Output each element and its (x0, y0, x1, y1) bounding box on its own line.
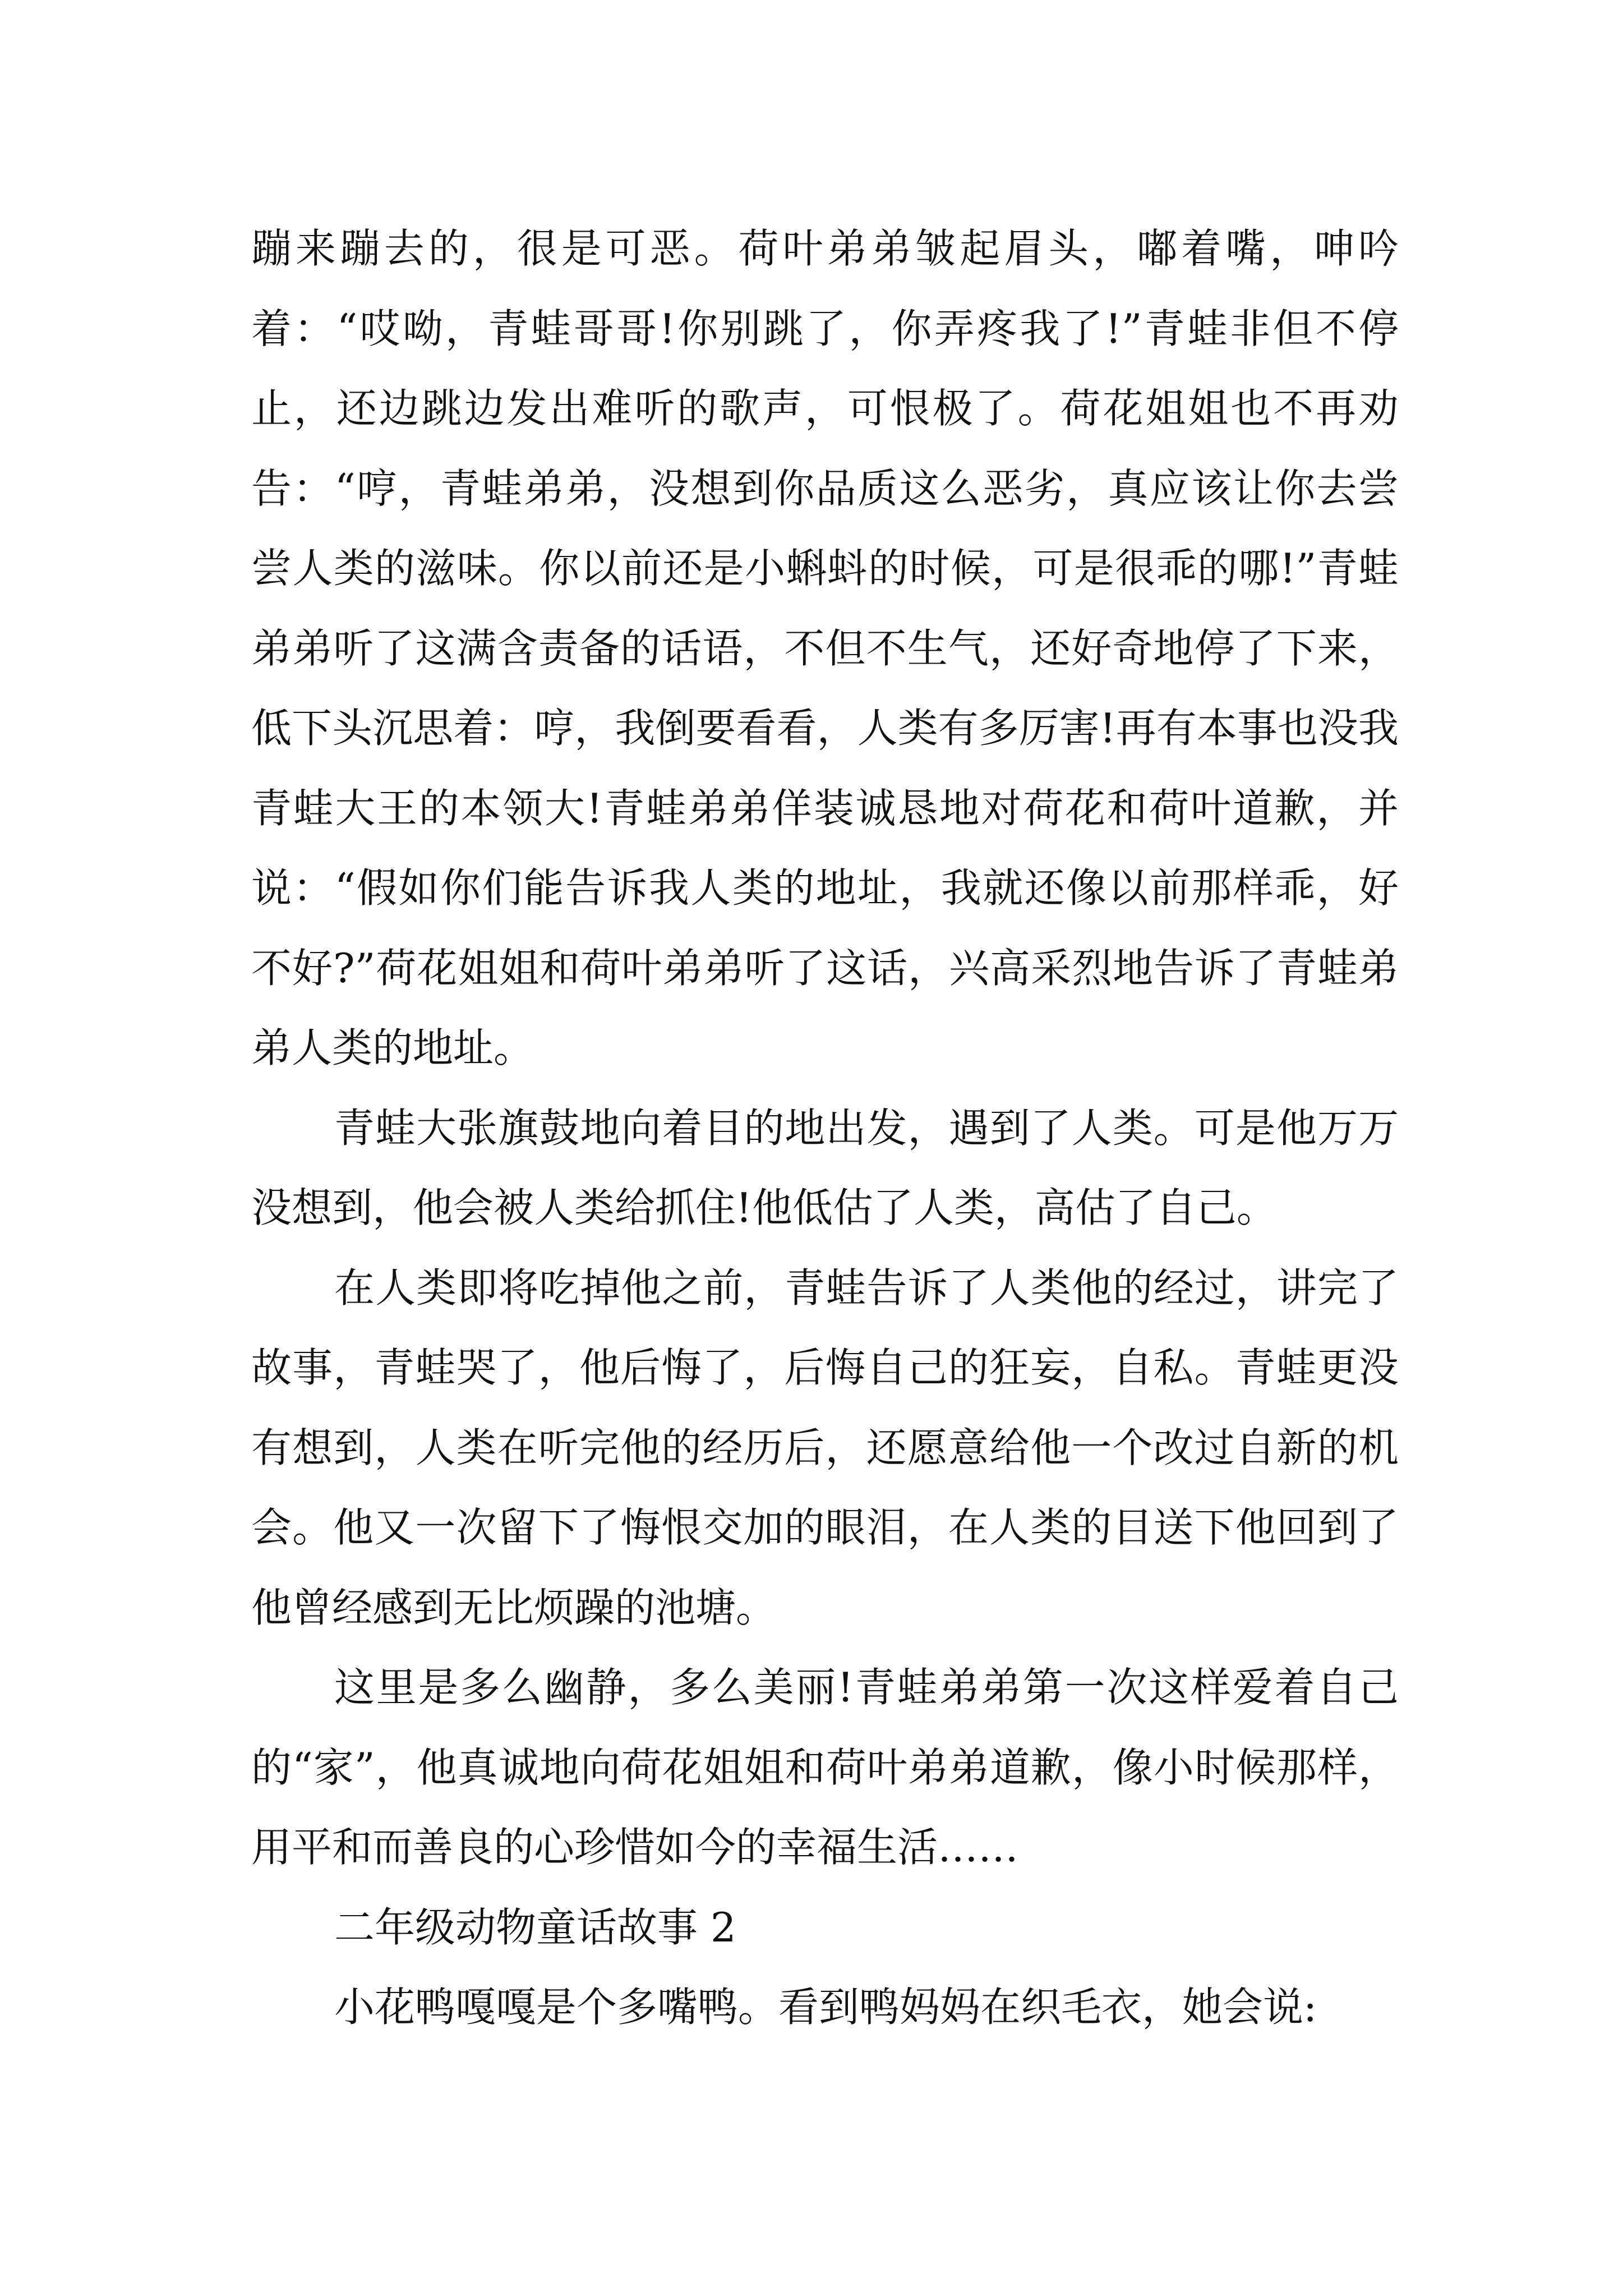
paragraph-5: 小花鸭嘎嘎是个多嘴鸭。看到鸭妈妈在织毛衣，她会说: (334, 1984, 1317, 2031)
section-heading: 二年级动物童话故事 2 (334, 1903, 736, 1951)
paragraph-3: 在人类即将吃掉他之前，青蛙告诉了人类他的经过，讲完了故事，青蛙哭了，他后悔了，后悔自己的狂妄，自私。青蛙更没有想到，人类在听完他的经历后，还愿意给他一个改过自新的机会。他又一次留下了悔恨交加的眼泪，在人类的目送下他回到了他曾经感到无比烦躁的池塘。 (251, 1264, 1399, 1631)
body-text (251, 209, 1399, 2047)
paragraph-2: 青蛙大张旗鼓地向着目的地出发，遇到了人类。可是他万万没想到，他会被人类给抓住!他低估了人类，高估了自己。 (251, 1104, 1399, 1231)
paragraph-1: 蹦来蹦去的，很是可恶。荷叶弟弟皱起眉头，嘟着嘴，呻吟着：“哎呦，青蛙哥哥!你别跳了，你弄疼我了!”青蛙非但不停止，还边跳边发出难听的歌声，可恨极了。荷花姐姐也不再劝告：“哼，青蛙弟弟，没想到你品质这么恶劣，真应该让你去尝尝人类的滋味。你以前还是小蝌蚪的时候，可是很乖的哪!”青蛙弟弟听了这满含责备的话语，不但不生气，还好奇地停了下来，低下头沉思着：哼，我倒要看看，人类有多厉害!再有本事也没我青蛙大王的本领大!青蛙弟弟佯装诚恳地对荷花和荷叶道歉，并说：“假如你们能告诉我人类的地址，我就还像以前那样乖，好不好?”荷花姐姐和荷叶弟弟听了这话，兴高采烈地告诉了青蛙弟弟人类的地址。 (251, 225, 1399, 1071)
paragraph-4: 这里是多么幽静，多么美丽!青蛙弟弟第一次这样爱着自己的“家”，他真诚地向荷花姐姐和荷叶弟弟道歉，像小时候那样，用平和而善良的心珍惜如今的幸福生活…… (251, 1664, 1399, 1871)
